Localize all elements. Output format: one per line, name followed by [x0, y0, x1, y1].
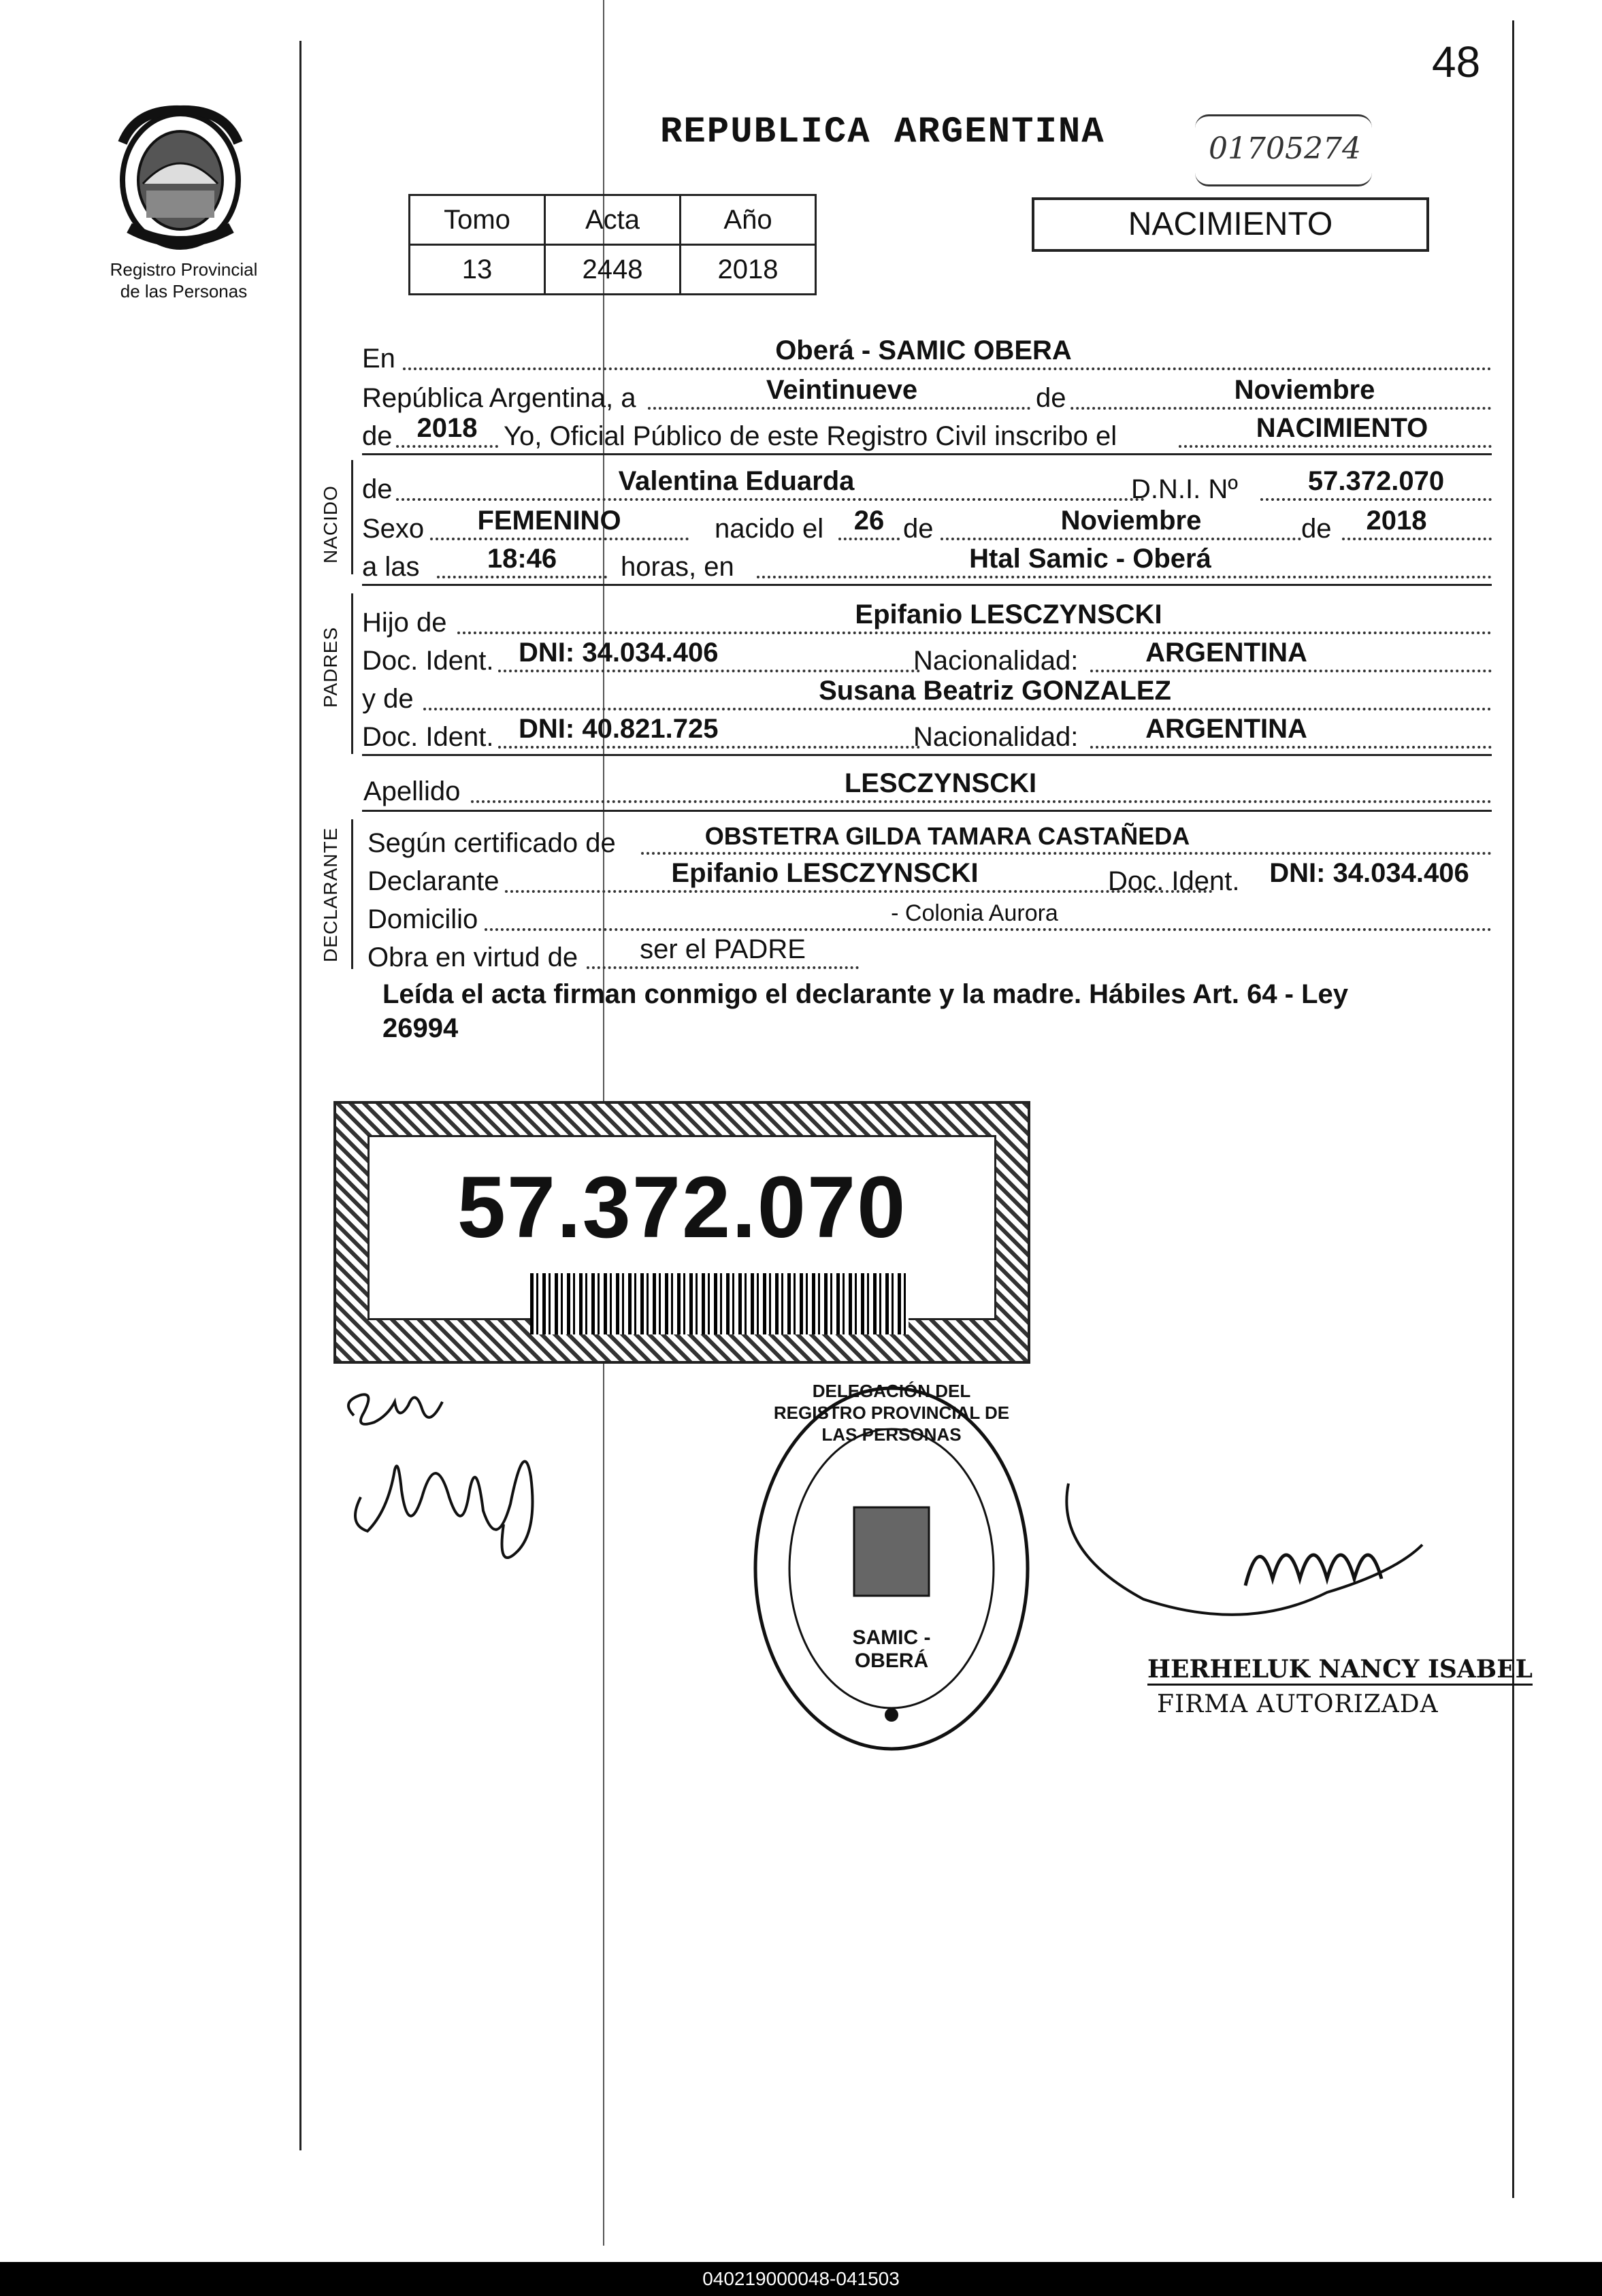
row-hijo: Hijo de Epifanio LESCZYNSCKI — [362, 600, 1492, 638]
birth-month: Noviembre — [1060, 506, 1202, 536]
child-dni: 57.372.070 — [1307, 466, 1445, 496]
barcode-number: 57.372.070 — [457, 1159, 907, 1256]
serial-number: 01705274 — [1209, 131, 1361, 166]
mother-doc: DNI: 40.821.725 — [519, 714, 719, 744]
birth-day: 26 — [853, 506, 885, 536]
act-value: NACIMIENTO — [1256, 413, 1428, 443]
birth-place: Htal Samic - Oberá — [969, 544, 1211, 574]
row-obra: Obra en virtud de ser el PADRE — [362, 935, 1492, 973]
left-margin-line — [299, 41, 301, 2150]
declarant-name: Epifanio LESCZYNSCKI — [671, 858, 979, 888]
row-apellido: Apellido LESCZYNSCKI — [362, 769, 1492, 807]
row-hora: a las 18:46 horas, en Htal Samic - Oberá — [362, 544, 1492, 583]
row-declarante: Declarante Epifanio LESCZYNSCKI Doc. Ident. DNI: 34.034.406 — [362, 859, 1492, 897]
address-value: - Colonia Aurora — [891, 900, 1058, 926]
surname-value: LESCZYNSCKI — [844, 768, 1037, 798]
org-name: Registro Provincial de las Personas — [110, 259, 258, 301]
section-label-nacido: NACIDO — [320, 485, 341, 563]
row-nacido-name: de Valentina Eduarda D.N.I. Nº 57.372.070 — [362, 467, 1492, 505]
declarant-doc: DNI: 34.034.406 — [1269, 858, 1469, 888]
registry-table — [408, 194, 817, 295]
row-mother-doc: Doc. Ident. DNI: 40.821.725 Nacionalidad: ARGENTINA — [362, 715, 1492, 753]
row-en: En Oberá - SAMIC OBERA — [362, 336, 1492, 374]
declarant-signature — [333, 1375, 578, 1592]
father-nationality: ARGENTINA — [1145, 638, 1307, 668]
footer-code: 040219000048-041503 — [702, 2268, 900, 2289]
year-value: 2018 — [416, 413, 478, 443]
row-yo: de 2018 Yo, Oficial Público de este Registro Civil inscribo el NACIMIENTO — [362, 414, 1492, 452]
seal-inner-text: SAMIC - OBERÁ — [852, 1626, 931, 1672]
registry-value-ano: 2018 — [681, 245, 816, 295]
closing-statement: Leída el acta firman conmigo el declarante y la madre. Hábiles Art. 64 - Ley 26994 — [382, 979, 1349, 1043]
mother-nationality: ARGENTINA — [1145, 714, 1307, 744]
row-sexo: Sexo FEMENINO nacido el 26 de Noviembre de 2018 — [362, 506, 1492, 544]
section-label-declarante: DECLARANTE — [320, 827, 341, 962]
certificate-value: OBSTETRA GILDA TAMARA CASTAÑEDA — [704, 822, 1190, 850]
signer-title: FIRMA AUTORIZADA — [1157, 1690, 1439, 1718]
official-seal — [742, 1375, 1041, 1762]
coat-of-arms-logo — [109, 102, 252, 252]
page-number: 48 — [1432, 37, 1481, 86]
row-father-doc: Doc. Ident. DNI: 34.034.406 Nacionalidad: ARGENTINA — [362, 638, 1492, 676]
registry-header-ano: Año — [681, 195, 816, 245]
section-label-padres: PADRES — [320, 626, 341, 708]
serial-stamp — [1195, 114, 1372, 186]
row-domicilio: Domicilio - Colonia Aurora — [362, 897, 1492, 935]
day-value: Veintinueve — [766, 375, 918, 405]
relationship-value: ser el PADRE — [640, 934, 806, 964]
row-certificado: Según certificado de OBSTETRA GILDA TAMARA CASTAÑEDA — [362, 821, 1492, 859]
row-republica: República Argentina, a Veintinueve de Noviembre — [362, 376, 1492, 414]
birth-time: 18:46 — [487, 544, 557, 574]
father-name: Epifanio LESCZYNSCKI — [855, 600, 1162, 629]
seal-outer-text: DELEGACIÓN DEL REGISTRO PROVINCIAL DE LAS PERSONAS — [773, 1381, 1010, 1445]
footer-code-bar — [0, 2262, 1602, 2296]
authorized-signature — [1041, 1456, 1490, 1660]
act-type-box — [1032, 197, 1429, 252]
row-ydе: y de Susana Beatriz GONZALEZ — [362, 676, 1492, 715]
registry-value-acta: 2448 — [545, 245, 681, 295]
father-doc: DNI: 34.034.406 — [519, 638, 719, 668]
barcode-bars — [530, 1273, 909, 1334]
place-value: Oberá - SAMIC OBERA — [775, 335, 1072, 365]
act-type-label: NACIMIENTO — [1128, 206, 1333, 242]
signer-name: HERHELUK NANCY ISABEL — [1147, 1655, 1533, 1686]
registry-header-acta: Acta — [545, 195, 681, 245]
registry-value-tomo: 13 — [410, 245, 545, 295]
month-value: Noviembre — [1234, 375, 1375, 405]
sex-value: FEMENINO — [477, 506, 621, 536]
country-title: REPUBLICA ARGENTINA — [660, 112, 1105, 153]
right-margin-line — [1512, 20, 1514, 2198]
child-name: Valentina Eduarda — [618, 466, 855, 496]
registry-header-tomo: Tomo — [410, 195, 545, 245]
barcode-stamp — [333, 1101, 1030, 1364]
mother-name: Susana Beatriz GONZALEZ — [819, 676, 1171, 706]
birth-year: 2018 — [1366, 506, 1427, 536]
